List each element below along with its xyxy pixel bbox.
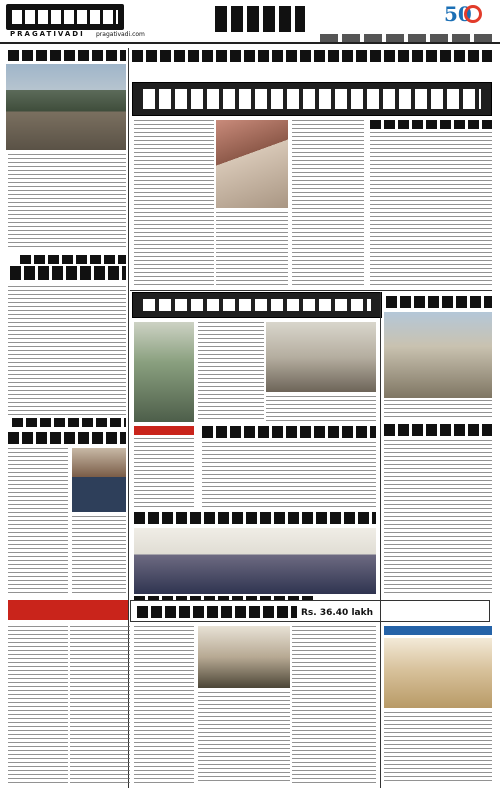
anniversary-number: 50 <box>444 2 472 26</box>
price-headline <box>137 606 297 618</box>
article-text <box>8 154 126 250</box>
warehouse-rice-photo <box>216 120 288 208</box>
headline-right-top <box>370 120 492 129</box>
headline-right-2 <box>386 296 492 308</box>
article-text <box>198 692 290 784</box>
headline-left-4 <box>12 418 126 427</box>
article-text <box>198 322 264 422</box>
road-inspection-photo <box>384 312 492 398</box>
headline-center-4 <box>134 512 376 524</box>
divider <box>380 292 381 788</box>
article-text <box>384 400 492 420</box>
blue-tag-label <box>384 626 492 635</box>
section-title <box>215 6 305 32</box>
fort-wall-photo <box>6 64 126 150</box>
anniversary-ring-icon <box>464 5 482 23</box>
headline-ribbon <box>132 50 492 62</box>
raid-team-photo <box>266 322 376 392</box>
article-text <box>134 438 194 508</box>
article-text <box>8 286 126 416</box>
date-line <box>320 34 495 42</box>
lead-headline-banner <box>132 82 492 116</box>
article-text <box>292 626 376 784</box>
headline-left-3 <box>10 266 126 280</box>
group-photo <box>134 528 376 594</box>
article-text <box>72 516 126 596</box>
article-text <box>292 120 364 288</box>
second-headline-banner <box>132 292 382 318</box>
headline-left-top <box>8 50 126 61</box>
article-text <box>8 626 68 784</box>
headline-center-3 <box>202 426 376 438</box>
price-value: Rs. 36.40 lakh <box>301 608 373 618</box>
masthead <box>0 0 500 44</box>
newspaper-logo[interactable] <box>6 4 124 30</box>
second-headline <box>143 299 371 311</box>
fake-goods-factory-photo <box>134 322 194 422</box>
anniversary-logo <box>420 2 490 26</box>
price-headline-box <box>130 600 490 622</box>
article-text <box>216 212 288 288</box>
headline-left-5 <box>8 432 126 444</box>
article-text <box>202 442 376 508</box>
article-text <box>266 396 376 424</box>
headline-right-3 <box>384 424 492 436</box>
article-text <box>384 440 492 596</box>
article-text <box>8 448 68 596</box>
official-portrait-photo <box>72 448 126 512</box>
meeting-photo <box>198 626 290 688</box>
divider <box>130 290 492 291</box>
headline-left-2 <box>20 255 126 264</box>
article-text <box>134 626 194 784</box>
building-photo <box>384 638 492 708</box>
article-text <box>134 120 214 288</box>
logo-english-text: PRAGATIVADI <box>10 30 85 38</box>
website-text: pragativadi.com <box>96 31 145 38</box>
article-text <box>370 132 492 288</box>
article-text <box>384 712 492 784</box>
red-tag-label <box>134 426 194 435</box>
highlight-tag <box>8 600 128 620</box>
article-text <box>70 626 130 784</box>
lead-headline <box>143 89 481 109</box>
